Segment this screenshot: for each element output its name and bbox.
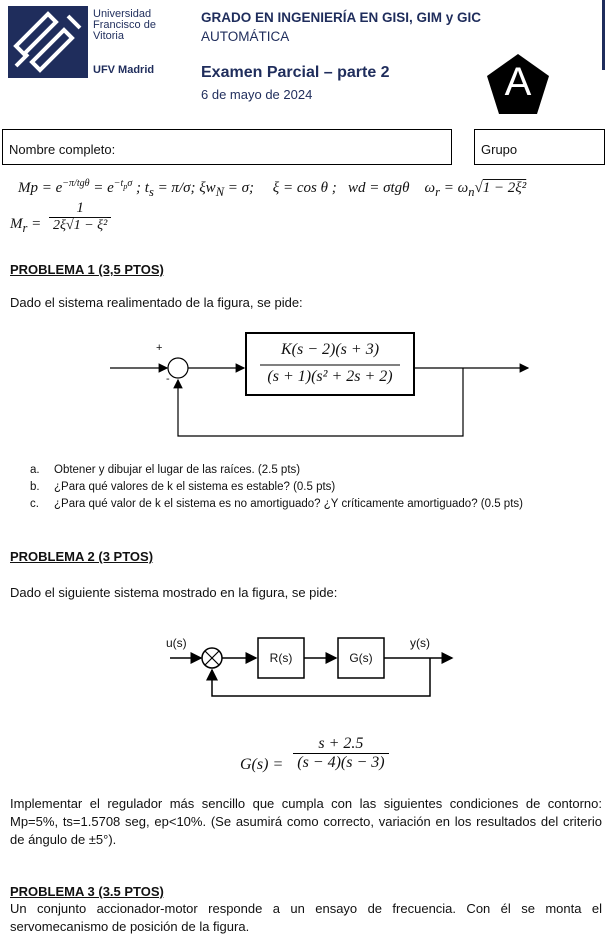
problem3-title: PROBLEMA 3 (3.5 PTOS)	[10, 884, 164, 899]
group-field[interactable]	[474, 129, 605, 165]
exam-title: Examen Parcial – parte 2	[201, 64, 390, 81]
subject-title: AUTOMÁTICA	[201, 29, 290, 44]
header-rule	[602, 0, 605, 70]
ufv-logo	[8, 6, 88, 78]
version-letter: A	[504, 60, 532, 104]
problem1-intro: Dado el sistema realimentado de la figura, se pide:	[10, 295, 303, 310]
sum-minus: -	[166, 373, 170, 385]
list-item: a. Obtener y dibujar el lugar de las raíces. (2.5 pts)	[30, 464, 301, 476]
formula-line: $Mp = e^{-\pi/tg\theta} = e^{-t_p\sigma}$ ; $t_s = \pi/\sigma$; $\xi w_N = \sigma$; ξ = cos θ ; wd = σtgθ $\omega_r = \omega_n√1 - 2\xi^2$	[18, 178, 527, 199]
problem2-title: PROBLEMA 2 (3 PTOS)	[10, 549, 154, 564]
tf2: G(s) = $\frac{s + 2.5}{(s - 4)(s - 3)}$	[240, 735, 389, 772]
logo-caption: UFV Madrid	[93, 64, 155, 76]
name-label: Nombre completo:	[9, 142, 116, 157]
mr-formula: $M_r$ = $\frac{1}{\text{2ξ√1 − ξ²}}$	[10, 200, 111, 234]
input-label: u(s)	[166, 636, 187, 650]
list-item: b. ¿Para qué valores de k el sistema es estable? (0.5 pts)	[30, 481, 336, 493]
group-label: Grupo	[481, 142, 518, 157]
output-label: y(s)	[410, 636, 430, 650]
block-g: G(s)	[349, 651, 373, 665]
version-badge	[485, 52, 551, 118]
name-field[interactable]	[2, 129, 452, 165]
list-item: c. ¿Para qué valor de k el sistema es no amortiguado? ¿Y críticamente amortiguado? (0.5 pts)	[30, 498, 523, 510]
problem2-body: Implementar el regulador más sencillo que cumpla con las siguientes condiciones de contorno: Mp=5%, ts=1.5708 seg, ep<10%. (Se asumirá como correcto, variación en los resultados del criterio de ángulo de ±5°).	[10, 796, 602, 847]
degree-title: GRADO EN INGENIERÍA EN GISI, GIM y GIC	[201, 10, 482, 25]
block-r: R(s)	[269, 651, 293, 665]
university-name: Universidad Francisco de Vitoria	[93, 8, 156, 42]
tf1-denominator: (s + 1)(s² + 2s + 2)	[267, 368, 393, 385]
problem1-items	[30, 462, 523, 513]
problem2-intro: Dado el siguiente sistema mostrado en la figura, se pide:	[10, 585, 338, 600]
problem1-title: PROBLEMA 1 (3,5 PTOS)	[10, 262, 164, 277]
problem3-body: Un conjunto accionador-motor responde a un ensayo de frecuencia. Con él se monta el servomecanismo de posición de la figura.	[10, 901, 602, 934]
exam-date: 6 de mayo de 2024	[201, 87, 313, 102]
sum-plus: +	[156, 342, 163, 354]
tf1-numerator: K(s − 2)(s + 3)	[280, 341, 380, 358]
